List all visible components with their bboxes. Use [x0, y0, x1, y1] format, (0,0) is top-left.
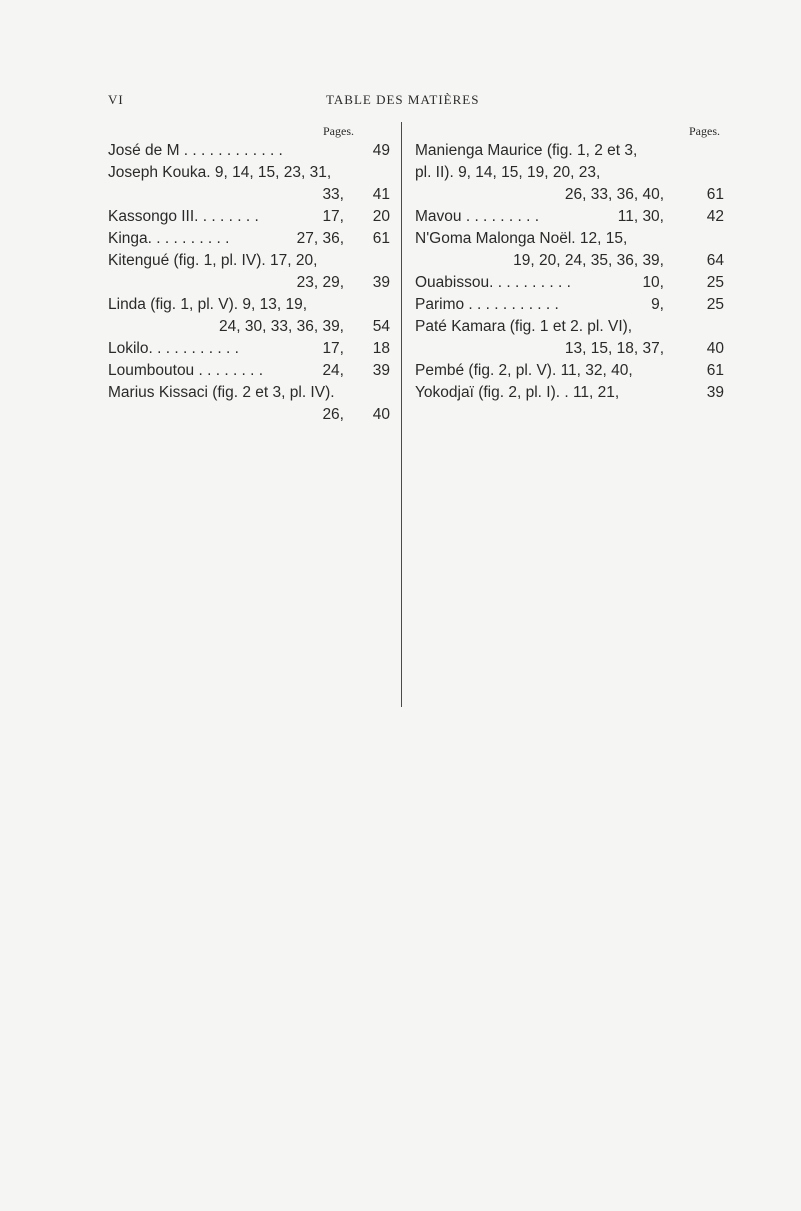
- index-entry: [415, 228, 724, 272]
- index-entry: [415, 206, 724, 228]
- index-entry: [415, 382, 724, 404]
- entry-page-refs: 24, 30, 33, 36, 39,: [219, 318, 344, 335]
- entry-last-page: 39: [706, 384, 724, 401]
- entry-text: José de M . . . . . . . . . . . .: [108, 142, 283, 159]
- index-entry: [108, 250, 390, 294]
- index-entry-line: [108, 272, 390, 294]
- pages-label-right: Pages.: [689, 124, 720, 138]
- entry-text: Ouabissou. . . . . . . . . .: [415, 274, 571, 291]
- entry-last-page: 40: [372, 406, 390, 423]
- index-entry: [415, 360, 724, 382]
- entry-page-refs: 26,: [322, 406, 344, 423]
- index-list-left: [108, 140, 390, 426]
- entry-text: Parimo . . . . . . . . . . .: [415, 296, 559, 313]
- index-column-left: [108, 122, 390, 426]
- index-entry: [108, 162, 390, 206]
- page-title: TABLE DES MATIÈRES: [326, 92, 480, 107]
- index-entry-line: [415, 360, 724, 382]
- entry-text: Paté Kamara (fig. 1 et 2. pl. VI),: [415, 318, 633, 335]
- index-entry-line: [108, 184, 390, 206]
- index-entry-line: [108, 360, 390, 382]
- index-entry: [415, 140, 724, 206]
- entry-page-refs: 24,: [322, 362, 344, 379]
- entry-text: Kassongo III. . . . . . . .: [108, 208, 259, 225]
- index-entry: [108, 360, 390, 382]
- index-entry-line: [415, 382, 724, 404]
- index-entry-line: [108, 316, 390, 338]
- entry-page-refs: 17,: [322, 208, 344, 225]
- page-number: VI: [108, 92, 124, 107]
- pages-label-left: Pages.: [323, 124, 354, 138]
- index-entry: [108, 206, 390, 228]
- index-entry-line: [108, 382, 390, 404]
- entry-page-refs: 19, 20, 24, 35, 36, 39,: [513, 252, 664, 269]
- index-entry-line: [415, 162, 710, 184]
- index-entry: [108, 294, 390, 338]
- entry-last-page: 25: [706, 296, 724, 313]
- index-column-right: [415, 122, 724, 404]
- entry-text: Manienga Maurice (fig. 1, 2 et 3,: [415, 142, 638, 159]
- index-entry-line: [108, 228, 390, 250]
- entry-text: Yokodjaï (fig. 2, pl. I). . 11, 21,: [415, 384, 620, 401]
- index-entry: [415, 272, 724, 294]
- entry-page-refs: 13, 15, 18, 37,: [564, 340, 664, 357]
- entry-last-page: 42: [706, 208, 724, 225]
- index-entry: [108, 140, 390, 162]
- index-entry: [415, 294, 724, 316]
- running-header: [0, 92, 801, 114]
- index-entry-line: [415, 206, 724, 228]
- entry-text: Mavou . . . . . . . . .: [415, 208, 540, 225]
- entry-text: Loumboutou . . . . . . . .: [108, 362, 264, 379]
- entry-page-refs: 9,: [651, 296, 664, 313]
- entry-last-page: 39: [372, 362, 390, 379]
- entry-text: pl. II). 9, 14, 15, 19, 20, 23,: [415, 164, 601, 181]
- index-entry-line: [108, 338, 390, 360]
- index-entry: [108, 228, 390, 250]
- index-entry-line: [415, 294, 724, 316]
- entry-last-page: 64: [706, 252, 724, 269]
- entry-page-refs: 27, 36,: [296, 230, 344, 247]
- index-entry-line: [415, 250, 724, 272]
- entry-text: Lokilo. . . . . . . . . . .: [108, 340, 239, 357]
- index-entry-line: [108, 206, 390, 228]
- index-entry-line: [415, 272, 724, 294]
- index-entry-line: [415, 338, 724, 360]
- entry-text: Joseph Kouka. 9, 14, 15, 23, 31,: [108, 164, 332, 181]
- index-entry-line: [108, 140, 390, 162]
- index-entry: [415, 316, 724, 360]
- entry-last-page: 41: [372, 186, 390, 203]
- index-entry: [108, 338, 390, 360]
- entry-last-page: 18: [372, 340, 390, 357]
- index-entry: [108, 382, 390, 426]
- index-entry-line: [108, 404, 390, 426]
- entry-last-page: 39: [372, 274, 390, 291]
- entry-last-page: 40: [706, 340, 724, 357]
- index-entry-line: [415, 184, 724, 206]
- index-entry-line: [108, 162, 390, 184]
- index-entry-line: [108, 294, 390, 316]
- entry-last-page: 20: [372, 208, 390, 225]
- entry-text: Marius Kissaci (fig. 2 et 3, pl. IV).: [108, 384, 335, 401]
- entry-last-page: 25: [706, 274, 724, 291]
- entry-last-page: 49: [372, 142, 390, 159]
- entry-page-refs: 17,: [322, 340, 344, 357]
- index-entry-line: [415, 228, 710, 250]
- entry-last-page: 61: [706, 362, 724, 379]
- entry-text: Linda (fig. 1, pl. V). 9, 13, 19,: [108, 296, 308, 313]
- entry-page-refs: 26, 33, 36, 40,: [564, 186, 664, 203]
- entry-last-page: 61: [706, 186, 724, 203]
- entry-text: Pembé (fig. 2, pl. V). 11, 32, 40,: [415, 362, 633, 379]
- column-divider: [401, 122, 402, 707]
- entry-last-page: 61: [372, 230, 390, 247]
- index-list-right: [415, 140, 724, 404]
- index-entry-line: [108, 250, 390, 272]
- index-entry-line: [415, 316, 710, 338]
- index-entry-line: [415, 140, 710, 162]
- entry-last-page: 54: [372, 318, 390, 335]
- entry-text: Kitengué (fig. 1, pl. IV). 17, 20,: [108, 252, 318, 269]
- entry-page-refs: 11, 30,: [617, 208, 664, 225]
- entry-text: N'Goma Malonga Noël. 12, 15,: [415, 230, 628, 247]
- entry-page-refs: 23, 29,: [296, 274, 344, 291]
- entry-page-refs: 10,: [642, 274, 664, 291]
- entry-text: Kinga. . . . . . . . . .: [108, 230, 230, 247]
- entry-page-refs: 33,: [322, 186, 344, 203]
